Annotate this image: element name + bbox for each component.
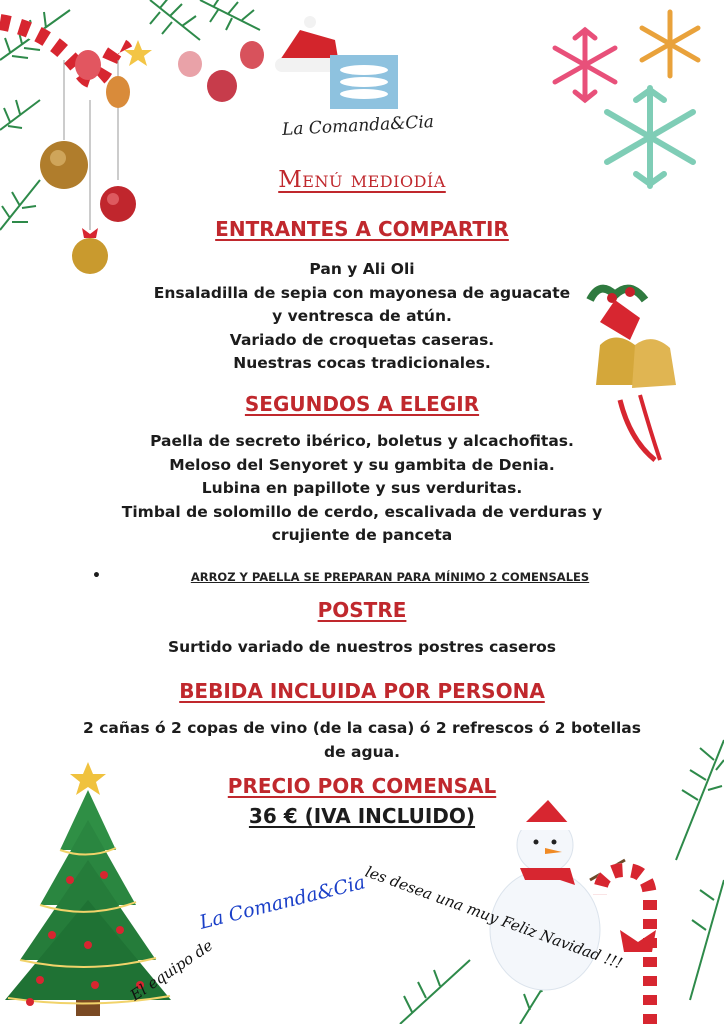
greeting-brand: La Comanda&Cia — [197, 871, 368, 934]
list-item: y ventresca de atún. — [272, 307, 452, 325]
drinks-heading: BEBIDA INCLUIDA POR PERSONA — [179, 679, 545, 703]
dessert-list — [0, 636, 724, 660]
list-item: Meloso del Senyoret y su gambita de Denia. — [169, 455, 555, 474]
logo-fish-icon — [330, 55, 398, 109]
mains-list — [0, 430, 724, 548]
list-item: de agua. — [324, 742, 400, 761]
menu-title: Menú mediodía — [278, 167, 446, 193]
list-item: Ensaladilla de sepia con mayonesa de aguacate — [153, 283, 571, 302]
list-item: Surtido variado de nuestros postres caseros — [167, 638, 557, 656]
snowflake-icon — [555, 12, 698, 186]
drinks-list — [0, 717, 724, 764]
rice-note: ARROZ Y PAELLA SE PREPARAN PARA MÍNIMO 2 COMENSALES — [190, 570, 590, 584]
greeting — [120, 860, 640, 1020]
starters-list — [0, 258, 724, 376]
list-item: Variado de croquetas caseras. — [229, 330, 495, 349]
mains-heading: SEGUNDOS A ELEGIR — [244, 392, 480, 416]
list-item: Pan y Ali Oli — [309, 260, 415, 278]
greeting-part2: les desea una muy Feliz Navidad !!! — [362, 862, 625, 973]
list-item: crujiente de panceta — [271, 526, 453, 544]
list-item: Nuestras cocas tradicionales. — [233, 354, 491, 372]
list-item: Timbal de solomillo de cerdo, escalivada de verduras y — [121, 502, 603, 521]
starters-heading: ENTRANTES A COMPARTIR — [215, 217, 509, 241]
brand-logo: La Comanda&Cia — [281, 112, 435, 140]
price-value: 36 € (IVA INCLUIDO) — [248, 804, 476, 828]
greeting-part1: El equipo de — [126, 936, 217, 1005]
list-item: Paella de secreto ibérico, boletus y alcachofitas. — [150, 432, 574, 450]
candy-cane-icon — [0, 22, 125, 80]
price-heading: PRECIO POR COMENSAL — [227, 774, 497, 798]
note-bullet: • — [92, 568, 101, 584]
list-item: Lubina en papillote y sus verduritas. — [201, 479, 523, 497]
dessert-heading: POSTRE — [317, 598, 407, 622]
list-item: 2 cañas ó 2 copas de vino (de la casa) ó 2 refrescos ó 2 botellas — [83, 719, 641, 737]
